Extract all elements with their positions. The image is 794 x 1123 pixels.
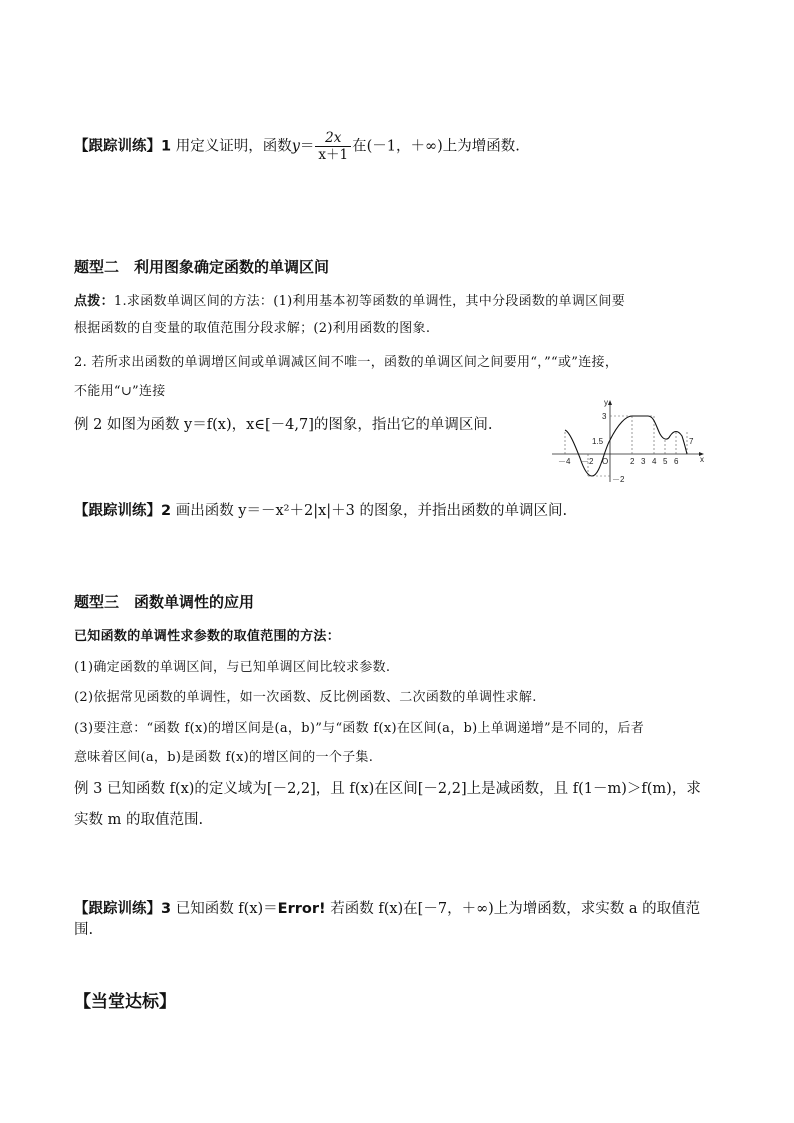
tip-line-1: [74, 290, 734, 309]
y-tick-1.5: 1.5: [592, 437, 604, 446]
equals: ＝: [299, 138, 315, 155]
origin-label: O: [602, 457, 609, 466]
y-tick-neg-2: －2: [612, 475, 625, 484]
example-3-line-2: 实数 m 的取值范围.: [74, 812, 204, 828]
practice-2-label: 【跟踪训练】2: [74, 503, 172, 519]
x-tick-neg-4: －4: [558, 457, 571, 466]
x-tick-2: 2: [630, 457, 635, 466]
tip-line-2: 根据函数的自变量的取值范围分段求解；(2)利用函数的图象.: [74, 321, 431, 336]
method-item-3a: (3)要注意：“函数 f(x)的增区间是(a，b)”与“函数 f(x)在区间(a，b)上单调递增”是不同的，后者: [74, 721, 645, 736]
practice-1: [74, 130, 734, 163]
var-y: y: [291, 138, 300, 155]
tip-line-4: 不能用“∪”连接: [74, 384, 166, 399]
x-tick-5: 5: [663, 457, 668, 466]
y-axis-label: y: [604, 398, 608, 407]
tip-line-3: 2. 若所求出函数的单调增区间或单调减区间不唯一，函数的单调区间之间要用“，”“或”连接，: [74, 355, 619, 370]
fraction-denominator: x＋1: [318, 147, 349, 163]
method-heading: 已知函数的单调性求参数的取值范围的方法：: [74, 629, 341, 644]
tip-label: 点拨：: [74, 294, 114, 309]
method-item-2: (2)依据常见函数的单调性，如一次函数、反比例函数、二次函数的单调性求解.: [74, 690, 537, 705]
section-3-title: 题型三 函数单调性的应用: [74, 593, 255, 611]
practice-3-label: 【跟踪训练】3: [74, 901, 172, 917]
function-graph: [548, 396, 708, 486]
practice-1-post: 在(－1，＋∞)上为增函数.: [352, 138, 520, 155]
tip-line-1-text: 1.求函数单调区间的方法：(1)利用基本初等函数的单调性，其中分段函数的单调区间要: [113, 294, 626, 309]
method-item-1: (1)确定函数的单调区间，与已知单调区间比较求参数.: [74, 660, 391, 675]
practice-1-pre: 用定义证明，函数: [175, 138, 292, 155]
x-axis-label: x: [700, 455, 704, 464]
method-item-3b: 意味着区间(a，b)是函数 f(x)的增区间的一个子集.: [74, 750, 374, 765]
practice-3-text-b: 若函数 f(x)在[－7，＋∞)上为增函数，求实数 a 的取值范: [325, 901, 701, 917]
x-tick-4: 4: [652, 457, 657, 466]
fraction-numerator: 2x: [315, 130, 351, 147]
fraction: [315, 130, 351, 163]
x-tick-7: 7: [689, 437, 694, 446]
section-2-title: 题型二 利用图象确定函数的单调区间: [74, 258, 330, 276]
section-footer-heading: 【当堂达标】: [74, 992, 176, 1012]
x-tick-6: 6: [674, 457, 679, 466]
x-tick-neg-2: －2: [581, 457, 594, 466]
y-tick-3: 3: [602, 412, 607, 421]
example-3-line-1: 例 3 已知函数 f(x)的定义域为[－2,2]，且 f(x)在区间[－2,2]上是减函数，且 f(1－m)＞f(m)，求: [74, 781, 701, 797]
function-curve: [565, 416, 687, 476]
practice-3-text-c: 围.: [74, 922, 94, 938]
practice-1-label: 【跟踪训练】1: [74, 138, 172, 155]
practice-3: [74, 897, 734, 918]
example-2: 例 2 如图为函数 y＝f(x)，x∈[－4,7]的图象，指出它的单调区间.: [74, 417, 493, 433]
practice-2: [74, 499, 734, 520]
x-tick-3: 3: [641, 457, 646, 466]
practice-2-text: 画出函数 y＝－x²＋2|x|＋3 的图象，并指出函数的单调区间.: [175, 503, 568, 519]
practice-3-text-a: 已知函数 f(x)＝: [175, 901, 278, 917]
y-axis-arrow-icon: [608, 400, 612, 405]
error-text: Error!: [277, 901, 326, 917]
